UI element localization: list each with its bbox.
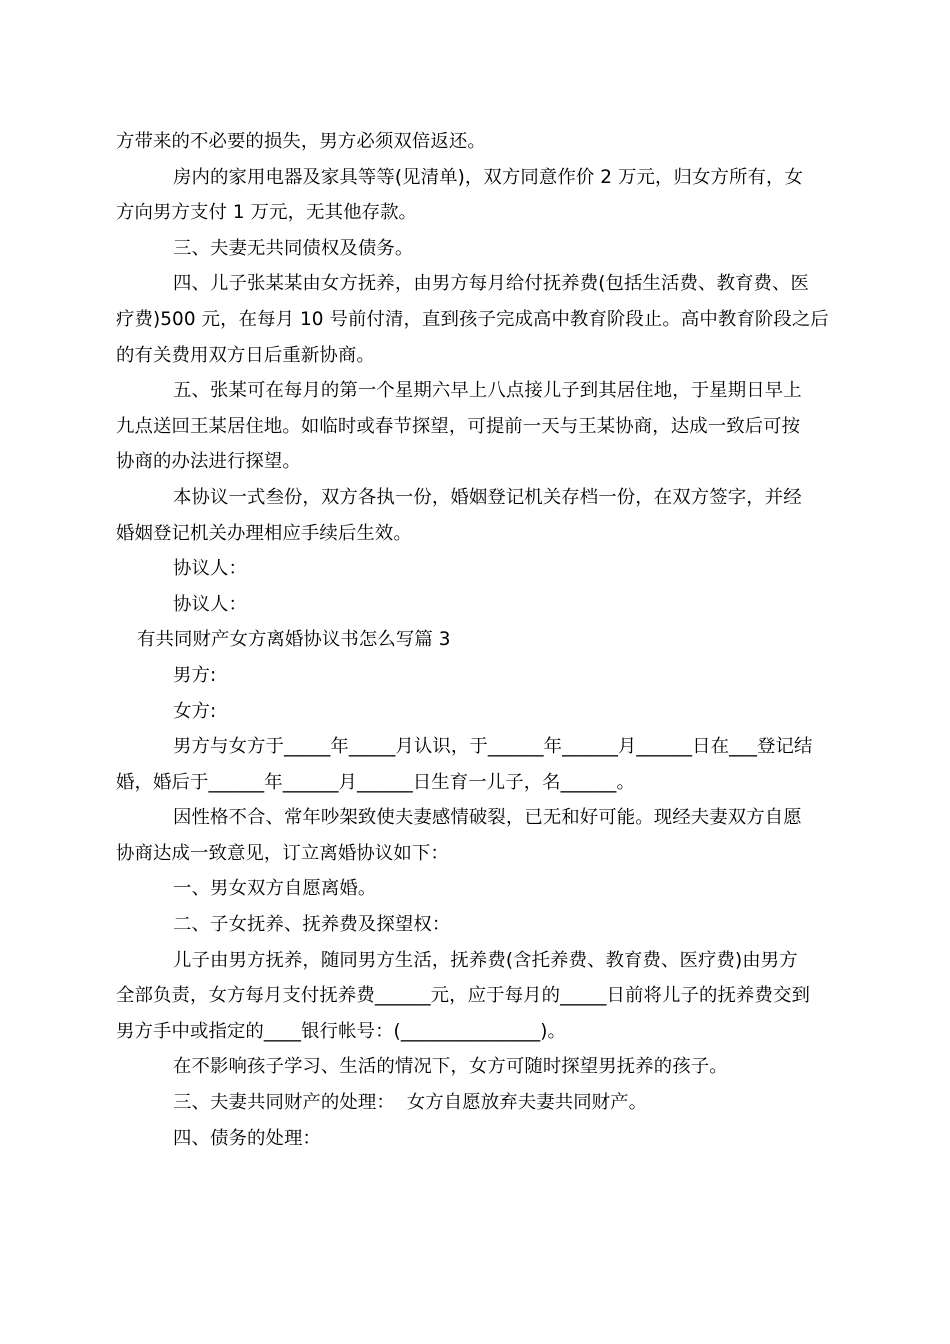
paragraph-line: 在不影响孩子学习、生活的情况下，女方可随时探望男抚养的孩子。 xyxy=(173,1056,728,1078)
signatory-label: 协议人： xyxy=(173,558,247,580)
paragraph-line: 男方与女方于_____年_____月认识，于______年______月______日在___登记结 xyxy=(173,736,813,758)
paragraph-line: 的有关费用双方日后重新协商。 xyxy=(116,344,375,366)
paragraph-line: 全部负责，女方每月支付抚养费______元，应于每月的_____日前将儿子的抚养费交到 xyxy=(116,985,810,1007)
paragraph-line: 儿子由男方抚养，随同男方生活，抚养费(含托养费、教育费、医疗费)由男方 xyxy=(173,949,798,971)
signatory-label: 协议人： xyxy=(173,593,247,615)
paragraph-line: 协商的办法进行探望。 xyxy=(116,451,301,473)
paragraph-line: 婚姻登记机关办理相应手续后生效。 xyxy=(116,522,412,544)
paragraph-line: 协商达成一致意见，订立离婚协议如下： xyxy=(116,842,449,864)
paragraph-line: 房内的家用电器及家具等等(见清单)，双方同意作价 2 万元，归女方所有，女 xyxy=(173,166,803,188)
paragraph-line: 四、债务的处理： xyxy=(173,1127,321,1149)
paragraph-line: 婚，婚后于______年______月______日生育一儿子，名______。 xyxy=(116,771,635,793)
party-label: 女方: xyxy=(173,700,217,722)
paragraph-line: 三、夫妻无共同债权及债务。 xyxy=(173,237,414,259)
paragraph-line: 二、子女抚养、抚养费及探望权： xyxy=(173,914,451,936)
party-label: 男方: xyxy=(173,664,217,686)
paragraph-line: 方带来的不必要的损失，男方必须双倍返还。 xyxy=(116,131,486,152)
paragraph-line: 因性格不合、常年吵架致使夫妻感情破裂，已无和好可能。现经夫妻双方自愿 xyxy=(173,807,802,829)
paragraph-line: 方向男方支付 1 万元，无其他存款。 xyxy=(116,202,418,224)
paragraph-line: 五、张某可在每月的第一个星期六早上八点接儿子到其居住地，于星期日早上 xyxy=(173,380,802,402)
paragraph-line: 一、男女双方自愿离婚。 xyxy=(173,878,377,900)
paragraph-line: 九点送回王某居住地。如临时或春节探望，可提前一天与王某协商，达成一致后可按 xyxy=(116,415,801,437)
paragraph-line: 本协议一式叁份，双方各执一份，婚姻登记机关存档一份，在双方签字，并经 xyxy=(173,486,802,508)
paragraph-line: 三、夫妻共同财产的处理： 女方自愿放弃夫妻共同财产。 xyxy=(173,1092,648,1114)
section-heading: 有共同财产女方离婚协议书怎么写篇 3 xyxy=(137,629,451,651)
paragraph-line: 四、儿子张某某由女方抚养，由男方每月给付抚养费(包括生活费、教育费、医 xyxy=(173,273,809,295)
paragraph-line: 疗费)500 元，在每月 10 号前付清，直到孩子完成高中教育阶段止。高中教育阶段之后 xyxy=(116,308,829,330)
paragraph-line: 男方手中或指定的____银行帐号：(_______________)。 xyxy=(116,1020,567,1042)
document-body xyxy=(116,124,836,1156)
